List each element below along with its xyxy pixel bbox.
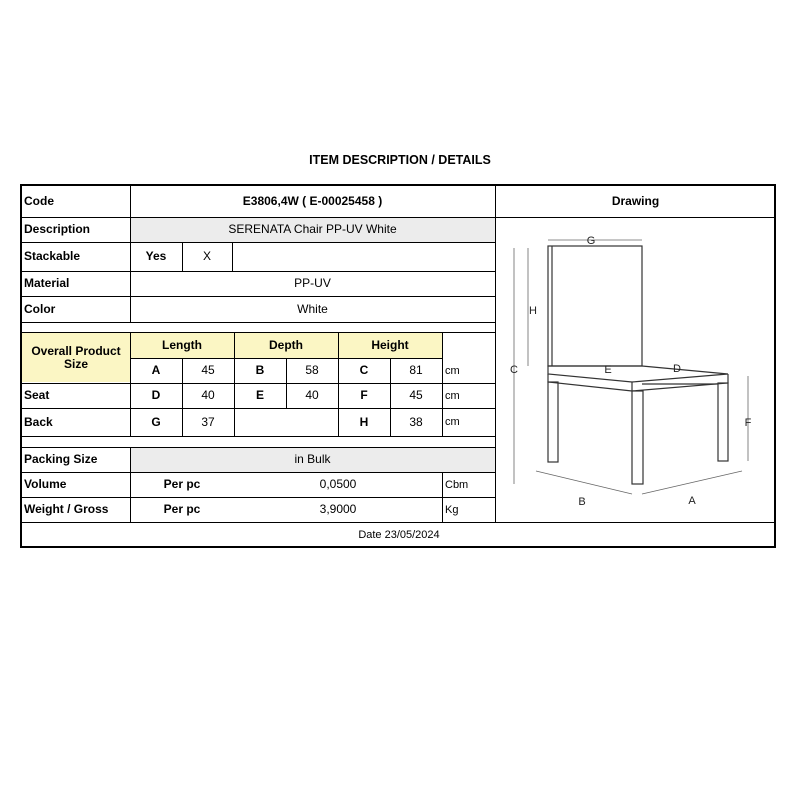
volume-label: Volume xyxy=(24,477,67,492)
drawing-label-c: C xyxy=(510,364,518,376)
chair-backrest xyxy=(548,246,642,366)
drawing-label-h: H xyxy=(529,305,537,317)
chair-leg-right xyxy=(718,383,728,461)
material-value: PP-UV xyxy=(294,276,331,291)
packing-value: in Bulk xyxy=(294,452,331,467)
drawing-label-f: F xyxy=(744,417,752,429)
drawing-label-g: G xyxy=(586,235,596,247)
back-unit: cm xyxy=(445,416,460,429)
dim-value-e: 40 xyxy=(305,388,319,403)
stackable-label: Stackable xyxy=(24,249,81,264)
drawing-label-b: B xyxy=(578,496,586,508)
code-label: Code xyxy=(24,193,54,208)
volume-per: Per pc xyxy=(163,477,201,492)
dim-key-g: G xyxy=(151,414,161,429)
color-value: White xyxy=(297,301,328,316)
code-value: E3806,4W ( E-00025458 ) xyxy=(242,193,383,208)
dim-key-f: F xyxy=(360,388,368,403)
spec-table xyxy=(20,184,776,548)
dim-key-c: C xyxy=(359,363,369,378)
chair-leg-front xyxy=(632,391,643,484)
seat-unit: cm xyxy=(445,389,460,402)
drawing-label-d: D xyxy=(673,363,681,375)
height-header: Height xyxy=(371,337,409,352)
weight-label: Weight / Gross xyxy=(24,502,109,517)
overall-size-label: Overall Product Size xyxy=(31,343,121,371)
drawing-label-e: E xyxy=(604,364,612,376)
weight-value: 3,9000 xyxy=(319,502,357,517)
packing-label: Packing Size xyxy=(24,452,98,467)
dim-value-d: 40 xyxy=(201,388,215,403)
dim-value-b: 58 xyxy=(305,363,319,378)
back-label: Back xyxy=(24,414,53,429)
dim-key-d: D xyxy=(151,388,161,403)
dim-value-f: 45 xyxy=(409,388,423,403)
dim-value-c: 81 xyxy=(409,363,423,378)
dim-key-h: H xyxy=(359,414,369,429)
description-value: SERENATA Chair PP-UV White xyxy=(228,222,397,237)
dim-key-a: A xyxy=(151,363,161,378)
material-label: Material xyxy=(24,276,70,291)
dim-value-g: 37 xyxy=(201,414,215,429)
dim-value-a: 45 xyxy=(201,363,215,378)
drawing-header: Drawing xyxy=(611,193,660,208)
page-title: ITEM DESCRIPTION / DETAILS xyxy=(309,153,491,167)
chair-drawing xyxy=(496,216,776,522)
dim-value-h: 38 xyxy=(409,414,423,429)
seat-label: Seat xyxy=(24,388,50,403)
chair-leg-back-left xyxy=(548,382,558,462)
weight-per: Per pc xyxy=(163,502,201,517)
volume-value: 0,0500 xyxy=(319,477,357,492)
depth-header: Depth xyxy=(269,337,303,352)
dim-key-e: E xyxy=(255,388,264,403)
date-text: Date 23/05/2024 xyxy=(358,529,440,542)
drawing-label-a: A xyxy=(688,495,696,507)
weight-unit: Kg xyxy=(445,503,459,516)
overall-unit: cm xyxy=(445,364,460,377)
description-label: Description xyxy=(24,222,91,237)
stackable-yes: Yes xyxy=(145,249,167,264)
color-label: Color xyxy=(24,301,56,316)
stackable-mark: X xyxy=(202,249,211,264)
chair-seat xyxy=(548,366,728,382)
dim-key-b: B xyxy=(255,363,265,378)
length-header: Length xyxy=(162,337,202,352)
volume-unit: Cbm xyxy=(445,478,469,491)
